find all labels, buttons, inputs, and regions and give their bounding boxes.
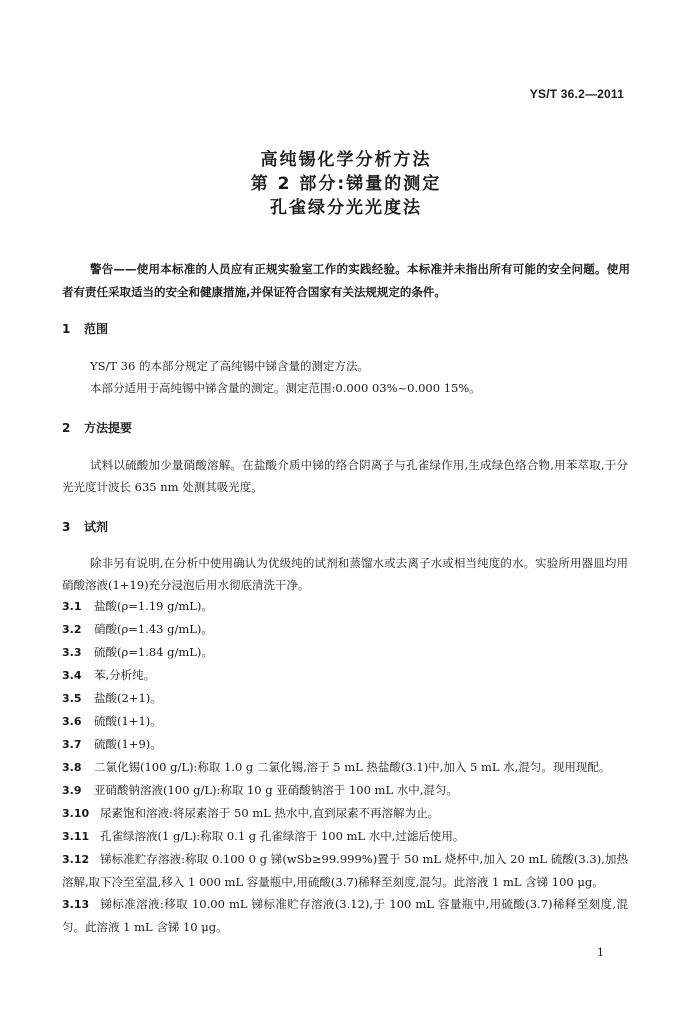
standard-code: YS/T 36.2—2011	[529, 87, 624, 101]
list-item	[62, 687, 628, 710]
list-item	[62, 893, 628, 938]
item-number: 3.5	[62, 692, 82, 705]
item-number: 3.13	[62, 898, 90, 911]
item-text: 盐酸(2+1)。	[94, 691, 162, 705]
section-2-heading	[62, 419, 132, 436]
page-number: 1	[597, 946, 604, 959]
item-number: 3.7	[62, 738, 82, 751]
item-text: 二氯化锡(100 g/L):称取 1.0 g 二氯化锡,溶于 5 mL 热盐酸(3.1)中,加入 5 mL 水,混匀。现用现配。	[94, 760, 611, 774]
list-item	[62, 848, 628, 893]
section-3-paragraph: 除非另有说明,在分析中使用确认为优级纯的试剂和蒸馏水或去离子水或相当纯度的水。实验所用器皿均用硝酸溶液(1+19)充分浸泡后用水彻底清洗干净。	[62, 556, 628, 592]
list-item	[62, 779, 628, 802]
item-number: 3.4	[62, 669, 82, 682]
section-1-heading	[62, 320, 108, 337]
list-item	[62, 664, 628, 687]
warning-paragraph: 警告——使用本标准的人员应有正规实验室工作的实践经验。本标准并未指出所有可能的安全问题。使用者有责任采取适当的安全和健康措施,并保证符合国家有关法规规定的条件。	[62, 262, 630, 299]
item-number: 3.9	[62, 784, 82, 797]
item-number: 3.10	[62, 807, 90, 820]
item-text: 尿素饱和溶液:将尿素溶于 50 mL 热水中,直到尿素不再溶解为止。	[100, 806, 440, 820]
section-2-number: 2	[62, 421, 71, 435]
section-1-title: 范围	[84, 322, 109, 336]
item-text: 硫酸(1+9)。	[94, 737, 162, 751]
item-text: 盐酸(ρ=1.19 g/mL)。	[94, 599, 213, 613]
section-1-number: 1	[62, 322, 71, 336]
item-number: 3.8	[62, 761, 82, 774]
item-text: 硝酸(ρ=1.43 g/mL)。	[94, 622, 213, 636]
section-2-title: 方法提要	[84, 421, 133, 435]
section-1-paragraph-1: YS/T 36 的本部分规定了高纯锡中锑含量的测定方法。	[90, 359, 369, 373]
reagent-list	[62, 595, 628, 938]
document-title	[0, 148, 692, 220]
title-line-3: 孔雀绿分光光度法	[270, 198, 422, 218]
item-number: 3.1	[62, 600, 82, 613]
item-text: 亚硝酸钠溶液(100 g/L):称取 10 g 亚硝酸钠溶于 100 mL 水中,混匀。	[94, 783, 458, 797]
list-item	[62, 641, 628, 664]
list-item	[62, 825, 628, 848]
list-item	[62, 618, 628, 641]
section-2-paragraph: 试料以硫酸加少量硝酸溶解。在盐酸介质中锑的络合阴离子与孔雀绿作用,生成绿色络合物,用苯萃取,于分光光度计波长 635 nm 处测其吸光度。	[62, 458, 628, 494]
list-item	[62, 733, 628, 756]
item-text: 硫酸(ρ=1.84 g/mL)。	[94, 645, 213, 659]
list-item	[62, 802, 628, 825]
list-item	[62, 595, 628, 618]
item-text: 硫酸(1+1)。	[94, 714, 162, 728]
item-text: 孔雀绿溶液(1 g/L):称取 0.1 g 孔雀绿溶于 100 mL 水中,过滤后使用。	[100, 829, 465, 843]
section-3-heading	[62, 518, 108, 535]
list-item	[62, 710, 628, 733]
item-number: 3.3	[62, 646, 82, 659]
section-3-number: 3	[62, 520, 71, 534]
item-text: 锑标准贮存溶液:称取 0.100 0 g 锑(wSb≥99.999%)置于 50 mL 烧杯中,加入 20 mL 硫酸(3.3),加热溶解,取下冷至室温,移入 1 000 mL 容量瓶中,用硫酸(3.7)稀释至刻度,混匀。此溶液 1 mL 含锑 100 μg。	[62, 852, 628, 889]
item-number: 3.12	[62, 853, 90, 866]
section-1-paragraph-2: 本部分适用于高纯锡中锑含量的测定。测定范围:0.000 03%~0.000 15%。	[90, 381, 481, 395]
item-number: 3.6	[62, 715, 82, 728]
item-number: 3.2	[62, 623, 82, 636]
title-line-1: 高纯锡化学分析方法	[260, 150, 432, 170]
list-item	[62, 756, 628, 779]
item-number: 3.11	[62, 830, 90, 843]
item-text: 锑标准溶液:移取 10.00 mL 锑标准贮存溶液(3.12),于 100 mL 容量瓶中,用硫酸(3.7)稀释至刻度,混匀。此溶液 1 mL 含锑 10 μg。	[62, 897, 628, 934]
title-line-2: 第 2 部分:锑量的测定	[250, 174, 442, 194]
section-3-title: 试剂	[84, 520, 109, 534]
item-text: 苯,分析纯。	[94, 668, 156, 682]
